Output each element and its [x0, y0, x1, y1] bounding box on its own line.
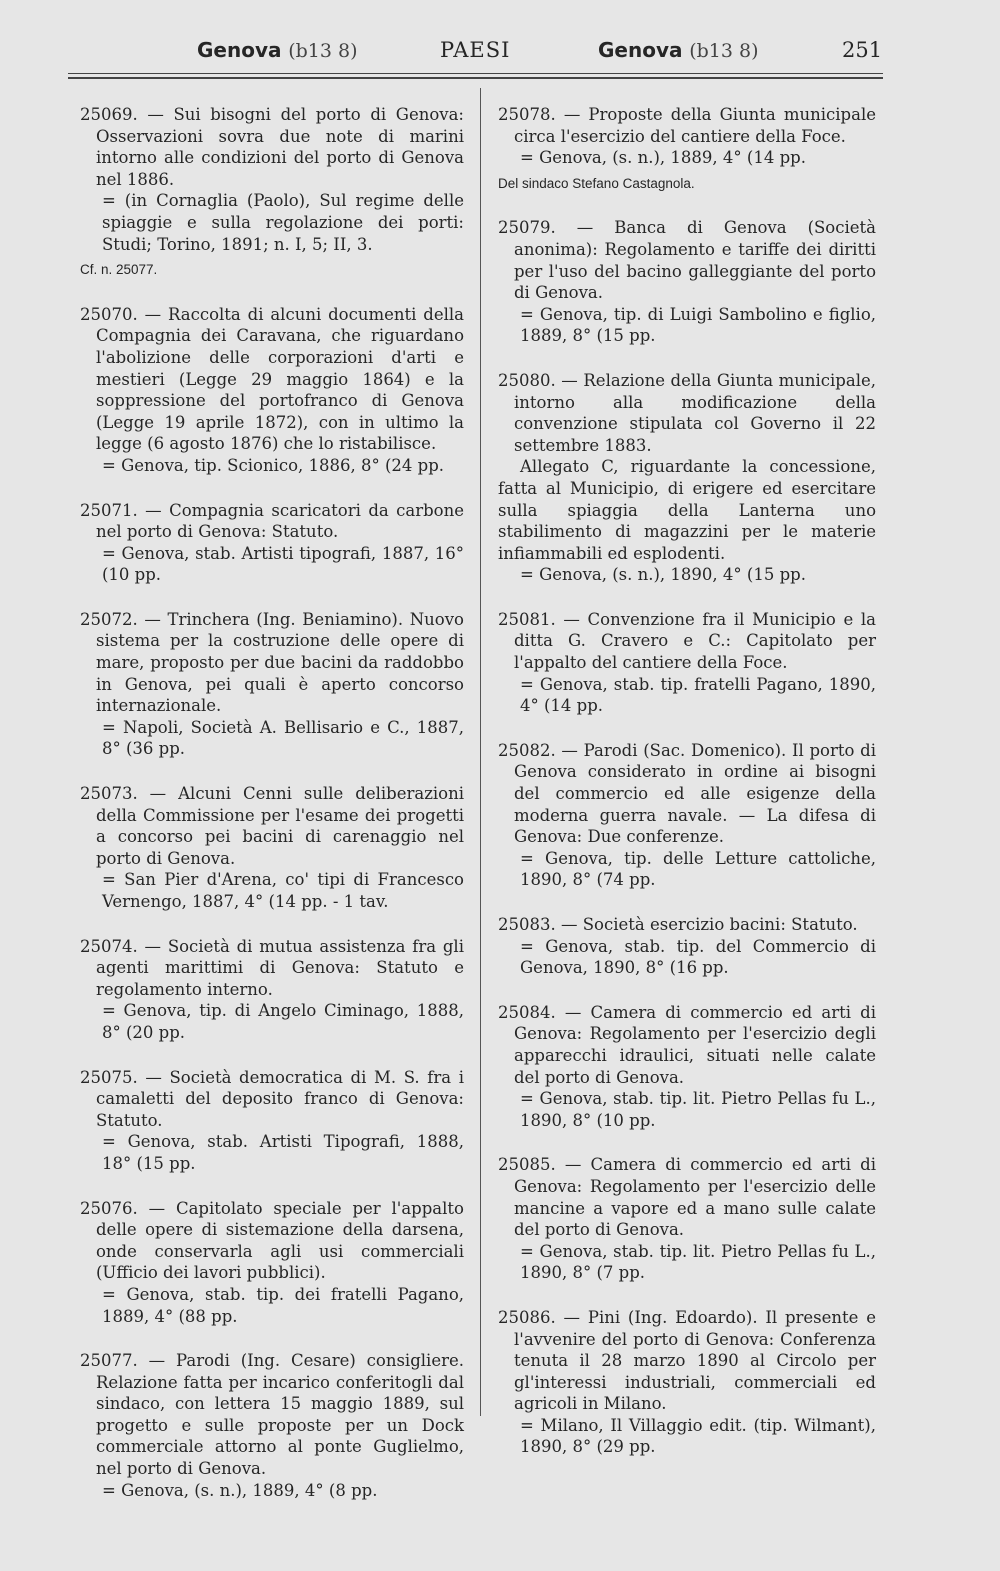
right-column [498, 104, 876, 1481]
entry-title: 25080. — Relazione della Giunta municipale, intorno alla modificazione della convenzione stipulata col Governo il 22 settembre 1883. [498, 370, 876, 455]
catalog-entry [498, 740, 876, 891]
catalog-entry [80, 783, 464, 913]
entry-note: Cf. n. 25077. [80, 262, 158, 278]
entry-imprint: = Genova, stab. tip. lit. Pietro Pellas fu L., 1890, 8° (10 pp. [520, 1089, 876, 1130]
running-head-right [598, 36, 758, 65]
entry-title: 25075. — Società democratica di M. S. fra i camaletti del deposito franco di Genova: Statuto. [80, 1067, 464, 1130]
header-rule-thick [68, 77, 883, 79]
entry-imprint: = Genova, tip. Scionico, 1886, 8° (24 pp. [102, 455, 445, 475]
entry-title: 25069. — Sui bisogni del porto di Genova: Osservazioni sovra due note di marini intorno alle condizioni del porto di Genova nel 1886. [80, 105, 464, 189]
entry-imprint: = San Pier d'Arena, co' tipi di Francesco Vernengo, 1887, 4° (14 pp. - 1 tav. [102, 870, 464, 911]
catalog-entry [80, 304, 464, 477]
catalog-entry [80, 104, 464, 281]
left-column [80, 104, 464, 1524]
entry-title: 25083. — Società esercizio bacini: Statuto. [498, 915, 858, 934]
catalog-entry [80, 1350, 464, 1501]
header-code-left: (b13 8) [288, 40, 358, 62]
entry-imprint: = Genova, tip. di Luigi Sambolino e figlio, 1889, 8° (15 pp. [520, 304, 876, 346]
running-head-left [197, 36, 357, 65]
entry-text: Allegato C, riguardante la concessione, fatta al Municipio, di erigere ed esercitare sulla spiaggia della Lanterna uno stabilimento di magazzini per le materie infiammabili ed esplodenti. [498, 457, 876, 563]
header-city-left: Genova [197, 38, 282, 62]
entry-title: 25082. — Parodi (Sac. Domenico). Il porto di Genova considerato in ordine ai bisogni del commercio ed alle esigenze della moderna guerra navale. — La difesa di Genova: Due conferenze. [498, 740, 876, 847]
catalog-entry [498, 1307, 876, 1458]
entry-imprint: = Genova, stab. Artisti tipografi, 1887, 16° (10 pp. [102, 543, 464, 585]
entry-title: 25077. — Parodi (Ing. Cesare) consigliere. Relazione fatta per incarico conferitogli dal sindaco, con lettera 15 maggio 1889, sul progetto e sulle proposte per un Dock commerciale attorno al ponte Guglielmo, nel porto di Genova. [80, 1351, 464, 1479]
column-divider [480, 88, 481, 1416]
catalog-entry [498, 104, 876, 194]
entry-imprint: = Genova, (s. n.), 1890, 4° (15 pp. [520, 565, 806, 585]
entry-title: 25076. — Capitolato speciale per l'appalto delle opere di sistemazione della darsena, onde conservarla agli usi commerciali (Ufficio dei lavori pubblici). [80, 1198, 464, 1283]
catalog-entry [80, 936, 464, 1044]
header-code-right: (b13 8) [689, 40, 759, 62]
entry-imprint: = (in Cornaglia (Paolo), Sul regime delle spiaggie e sulla regolazione dei porti: Studi; Torino, 1891; n. I, 5; II, 3. [102, 191, 464, 254]
entry-title: 25071. — Compagnia scaricatori da carbone nel porto di Genova: Statuto. [80, 500, 464, 542]
entry-imprint: = Milano, Il Villaggio edit. (tip. Wilmant), 1890, 8° (29 pp. [520, 1415, 876, 1457]
entry-title: 25085. — Camera di commercio ed arti di Genova: Regolamento per l'esercizio delle mancine a vapore ed a mano sulle calate del porto di Genova. [498, 1155, 876, 1240]
header-rule [68, 73, 883, 74]
entry-imprint: = Genova, stab. tip. del Commercio di Genova, 1890, 8° (16 pp. [520, 936, 876, 978]
catalog-entry [80, 1067, 464, 1175]
entry-imprint: = Genova, tip. di Angelo Ciminago, 1888, 8° (20 pp. [102, 1001, 464, 1042]
entry-title: 25078. — Proposte della Giunta municipale circa l'esercizio del cantiere della Foce. [498, 105, 876, 146]
entry-note: Del sindaco Stefano Castagnola. [498, 175, 695, 191]
entry-title: 25084. — Camera di commercio ed arti di Genova: Regolamento per l'esercizio degli apparecchi idraulici, situati nelle calate del porto di Genova. [498, 1002, 876, 1087]
page-number: 251 [842, 38, 883, 62]
catalog-entry [80, 609, 464, 760]
catalog-entry [498, 1154, 876, 1284]
entry-title: 25073. — Alcuni Cenni sulle deliberazioni della Commissione per l'esame dei progetti a concorso pei bacini di carenaggio nel porto di Genova. [80, 784, 464, 868]
entry-imprint: = Napoli, Società A. Bellisario e C., 1887, 8° (36 pp. [102, 717, 464, 759]
catalog-entry [498, 217, 876, 347]
catalog-entry [80, 500, 464, 586]
entry-title: 25086. — Pini (Ing. Edoardo). Il presente e l'avvenire del porto di Genova: Conferenza tenuta il 28 marzo 1890 al Circolo per gl'interessi industriali, commerciali ed agricoli in Milano. [498, 1307, 876, 1414]
entry-imprint: = Genova, tip. delle Letture cattoliche, 1890, 8° (74 pp. [520, 848, 876, 890]
catalog-entry [80, 1198, 464, 1328]
catalog-entry [498, 1002, 876, 1132]
entry-title: 25074. — Società di mutua assistenza fra gli agenti marittimi di Genova: Statuto e regolamento interno. [80, 936, 464, 999]
catalog-entry [498, 609, 876, 717]
entry-imprint: = Genova, stab. tip. dei fratelli Pagano, 1889, 4° (88 pp. [102, 1284, 464, 1326]
entry-title: 25072. — Trinchera (Ing. Beniamino). Nuovo sistema per la costruzione delle opere di mare, proposto per due bacini da raddobbo in Genova, pei quali è aperto concorso internazionale. [80, 609, 464, 716]
entry-title: 25081. — Convenzione fra il Municipio e la ditta G. Cravero e C.: Capitolato per l'appalto del cantiere della Foce. [498, 609, 876, 673]
entry-imprint: = Genova, (s. n.), 1889, 4° (14 pp. [520, 148, 806, 168]
header-section: PAESI [440, 38, 511, 62]
entry-title: 25070. — Raccolta di alcuni documenti della Compagnia dei Caravana, che riguardano l'abolizione delle corporazioni d'arti e mestieri (Legge 29 maggio 1864) e la soppressione del portofranco di Genova (Legge 19 aprile 1872), con in ultimo la legge (6 agosto 1876) che lo ristabilisce. [80, 304, 464, 454]
header-city-right: Genova [598, 38, 683, 62]
entry-imprint: = Genova, stab. tip. lit. Pietro Pellas fu L., 1890, 8° (7 pp. [520, 1241, 876, 1283]
catalog-entry [498, 370, 876, 586]
catalog-entry [498, 914, 876, 979]
entry-imprint: = Genova, stab. Artisti Tipografi, 1888, 18° (15 pp. [102, 1132, 464, 1173]
entry-title: 25079. — Banca di Genova (Società anonima): Regolamento e tariffe dei diritti per l'uso del bacino galleggiante del porto di Genova. [498, 218, 876, 303]
entry-imprint: = Genova, (s. n.), 1889, 4° (8 pp. [102, 1480, 378, 1500]
entry-imprint: = Genova, stab. tip. fratelli Pagano, 1890, 4° (14 pp. [520, 674, 876, 716]
